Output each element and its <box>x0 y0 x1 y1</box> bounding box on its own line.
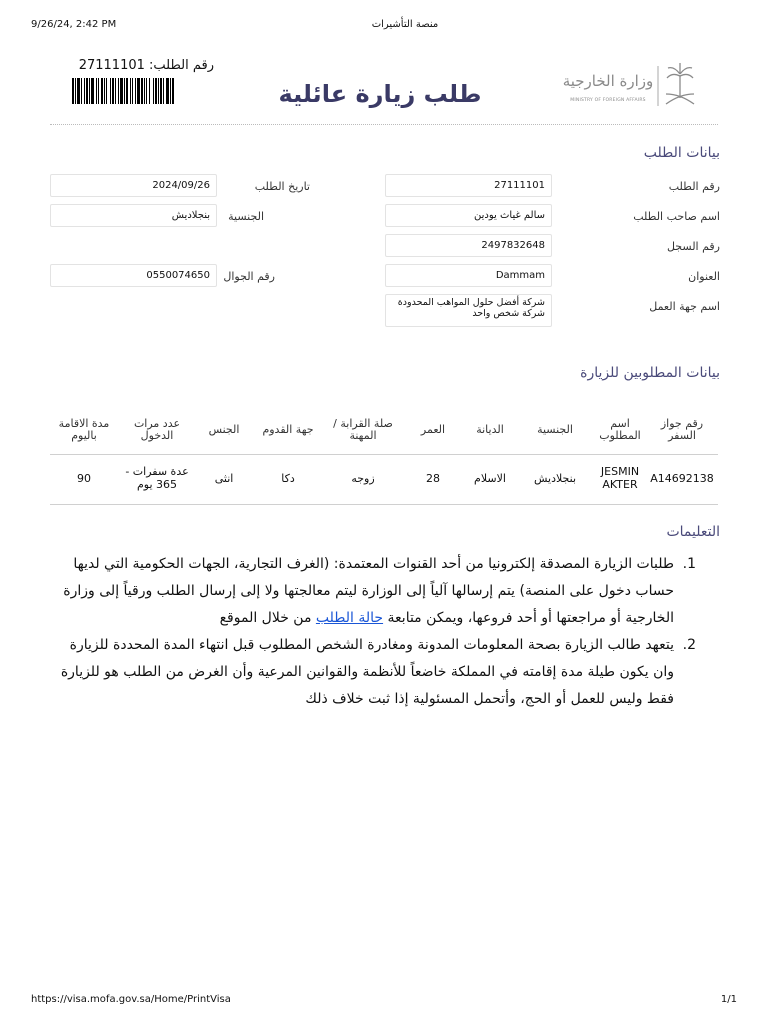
print-page-title: منصة التأشيرات <box>371 19 439 30</box>
field-address: Dammam <box>385 264 552 287</box>
print-page-number: 1/1 <box>720 994 737 1005</box>
table-cell: انثى <box>214 471 234 485</box>
table-cell: زوجه <box>351 471 375 485</box>
table-cell: عدة سفرات - 365 يوم <box>125 465 189 491</box>
table-header-divider <box>50 454 718 455</box>
logo-text-en: MINISTRY OF FOREIGN AFFAIRS <box>570 98 646 103</box>
table-header-cell: جهة القدوم <box>262 422 314 436</box>
table-header-cell: الديانة <box>476 422 504 436</box>
label-request-no: رقم الطلب <box>668 180 720 193</box>
table-cell: بنجلاديش <box>533 471 577 485</box>
table-cell: JESMIN AKTER <box>600 465 640 491</box>
table-header-cell: صلة القرابة / المهنة <box>333 416 393 442</box>
print-datetime: 9/26/24, 2:42 PM <box>31 19 117 30</box>
section-title-visitors: بيانات المطلوبين للزيارة <box>580 365 720 381</box>
table-cell: دكا <box>281 471 295 485</box>
table-cell: 28 <box>426 471 440 485</box>
table-cell: A14692138 <box>650 471 714 485</box>
instruction-number-2: 2. <box>682 637 696 653</box>
instruction-text-1: طلبات الزيارة المصدقة إلكترونيا من أحد القنوات المعتمدة: (الغرف التجارية، الجهات الحكومية التي لديها حساب دخول على المنصة) يتم إرسالها آلياً إلى الوزارة ليتم معالجتها ولا إلى إرسال الطلب ورقياً إلى وزارة الخارجية أو مراجعتها أو أحد فروعها، ويمكن متابعة <box>63 556 674 626</box>
label-mobile: رقم الجوال <box>223 270 275 283</box>
instruction-suffix-1: من خلال الموقع <box>219 610 316 626</box>
field-request-no: 27111101 <box>385 174 552 197</box>
label-registry-no: رقم السجل <box>666 240 720 253</box>
instruction-item-2 <box>60 632 696 713</box>
label-request-date: تاريخ الطلب <box>254 180 310 193</box>
table-header-cell: عدد مرات الدخول <box>133 416 181 442</box>
field-applicant-name: سالم غياث يودين <box>385 204 552 227</box>
field-request-date: 2024/09/26 <box>50 174 217 197</box>
request-status-link[interactable]: حالة الطلب <box>315 610 384 626</box>
table-header-cell: رقم جواز السفر <box>660 416 704 442</box>
request-number-heading <box>76 58 214 73</box>
table-row-divider <box>50 504 718 505</box>
instruction-number-1: 1. <box>682 556 696 572</box>
print-url: https://visa.mofa.gov.sa/Home/PrintVisa <box>31 994 231 1005</box>
table-header-cell: الجنسية <box>537 422 573 436</box>
page-title: طلب زيارة عائلية <box>278 80 482 108</box>
label-applicant-name: اسم صاحب الطلب <box>633 210 720 223</box>
table-header-cell: اسم المطلوب <box>599 416 641 442</box>
visitors-table <box>50 396 718 506</box>
label-nationality: الجنسية <box>228 210 264 223</box>
section-title-instructions: التعليمات <box>666 524 720 540</box>
instruction-item-1 <box>60 551 696 632</box>
label-address: العنوان <box>688 270 720 283</box>
table-header-cell: الجنس <box>208 422 240 436</box>
request-number-value: 27111101 <box>78 58 145 73</box>
table-header-cell: العمر <box>420 422 446 436</box>
logo-text-ar: وزارة الخارجية <box>562 72 654 90</box>
section-title-request-data: بيانات الطلب <box>643 145 720 161</box>
request-number-label: رقم الطلب: <box>149 58 214 73</box>
field-mobile: 0550074650 <box>50 264 217 287</box>
table-cell: 90 <box>77 471 91 485</box>
barcode <box>72 78 216 104</box>
field-employer: شركة أفضل حلول المواهب المحدودة شركة شخص واحد <box>385 294 552 327</box>
instruction-text-2: يتعهد طالب الزيارة بصحة المعلومات المدونة ومغادرة الشخص المطلوب قبل انتهاء المدة المحددة للزيارة وان يكون طيلة مدة إقامته في المملكة خاضعاً للأنظمة والقوانين المرعية وأن الغرض من الطلب هو للزيارة فقط وليس للعمل أو الحج، وأتحمل المسئولية إذا ثبت خلاف ذلك <box>60 637 674 707</box>
field-registry-no: 2497832648 <box>385 234 552 257</box>
ministry-logo <box>560 58 700 114</box>
table-header-cell: مدة الاقامة باليوم <box>58 416 110 442</box>
label-employer: اسم جهة العمل <box>649 300 720 313</box>
instructions-list <box>60 551 696 713</box>
field-nationality: بنجلاديش <box>50 204 217 227</box>
header-separator <box>50 124 718 125</box>
table-row <box>50 456 718 502</box>
table-cell: الاسلام <box>474 471 506 485</box>
